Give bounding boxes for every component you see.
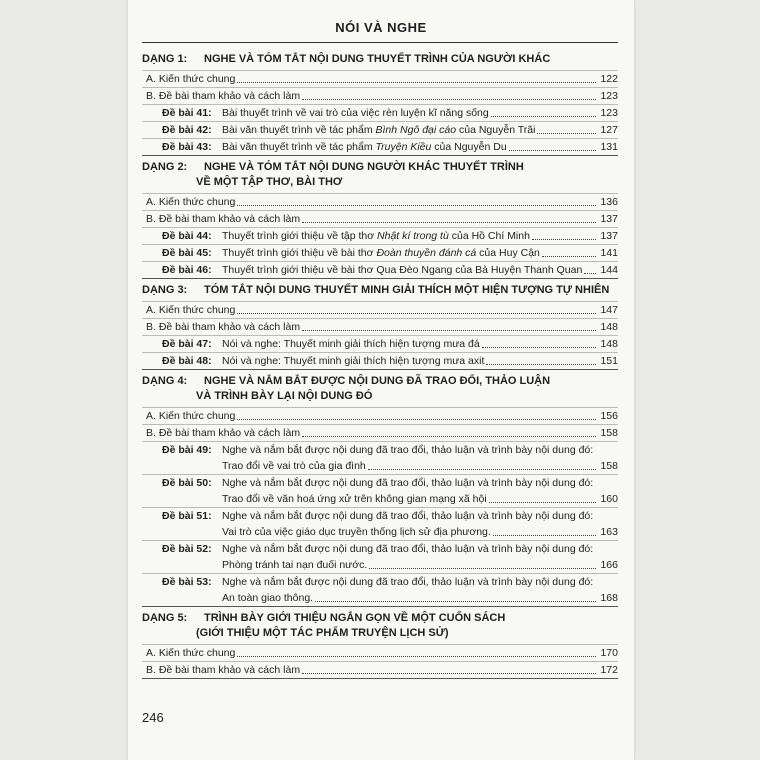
entry-tag: Đề bài 48: (162, 355, 212, 367)
dot-leader (302, 222, 596, 223)
dot-leader (237, 313, 596, 314)
entry-text-part: Thuyết trình giới thiệu về bài thơ Qua Đèo Ngang của Bà Huyện Thanh Quan (222, 264, 583, 276)
entry-text (222, 228, 530, 244)
entry-text-part: Nói và nghe: Thuyết minh giải thích hiện tượng mưa đá (222, 338, 480, 350)
dot-leader (302, 673, 596, 674)
entry-text-part: Nghe và nắm bắt được nội dung đã trao đổi, thảo luận và trình bày nội dung đó: (222, 576, 594, 588)
entry-text (146, 662, 300, 678)
toc-entry[interactable] (142, 245, 618, 261)
entry-page-number: 123 (600, 90, 618, 102)
entry-page-number: 166 (600, 559, 618, 571)
toc-section (142, 156, 618, 279)
entry-text-part: Bài thuyết trình về vai trò của việc rèn luyện kĩ năng sống (222, 107, 489, 119)
entry-text (146, 408, 235, 424)
entry-work-title: Nhật kí trong tù (377, 230, 449, 242)
section-heading (142, 48, 618, 70)
toc-entry[interactable] (142, 475, 618, 491)
entry-text (222, 262, 582, 278)
entry-page-number: 137 (600, 230, 618, 242)
entry-text (222, 245, 540, 261)
page-title: NÓI VÀ NGHE (335, 20, 427, 35)
entry-text (222, 336, 480, 352)
entry-text-part: của Huy Cận (476, 247, 540, 259)
entry-page-number: 151 (600, 355, 618, 367)
entry-page-number: 168 (600, 592, 618, 604)
entry-text (146, 71, 235, 87)
entry-tag: Đề bài 49: (162, 444, 212, 456)
entry-text (146, 88, 300, 104)
entry-tag: Đề bài 53: (162, 576, 212, 588)
toc-entry-continuation[interactable] (142, 557, 618, 573)
dot-leader (493, 535, 596, 536)
toc-entry[interactable] (142, 541, 618, 557)
title-divider (142, 42, 618, 43)
entry-text (222, 139, 507, 155)
entry-page-number: 163 (600, 526, 618, 538)
toc-entry[interactable] (142, 319, 618, 335)
entry-text (222, 442, 593, 458)
entry-page-number: 156 (600, 410, 618, 422)
section-heading-text: NGHE VÀ TÓM TẮT NỘI DUNG THUYẾT TRÌNH CỦA NGƯỜI KHÁC (204, 53, 551, 65)
toc-entry[interactable] (142, 425, 618, 441)
entry-text-part: của Hồ Chí Minh (448, 230, 530, 242)
dot-leader (237, 82, 596, 83)
section-heading-text: VỀ MỘT TẬP THƠ, BÀI THƠ (196, 176, 343, 188)
dot-leader (482, 347, 596, 348)
entry-text (146, 645, 235, 661)
entry-text-part: B. Đề bài tham khảo và cách làm (146, 90, 301, 102)
toc-entry[interactable] (142, 122, 618, 138)
entry-text (222, 353, 484, 369)
toc-section (142, 370, 618, 607)
entry-page-number: 123 (600, 107, 618, 119)
toc-entry[interactable] (142, 262, 618, 278)
dot-leader (315, 601, 596, 602)
entry-text (222, 574, 593, 590)
toc-entry[interactable] (142, 105, 618, 121)
entry-tag: Đề bài 45: (162, 247, 212, 259)
toc-entry[interactable] (142, 71, 618, 87)
entry-text-part: B. Đề bài tham khảo và cách làm (146, 427, 301, 439)
entry-text-part: Nói và nghe: Thuyết minh giải thích hiện tượng mưa axit (222, 355, 485, 367)
entry-text-part: B. Đề bài tham khảo và cách làm (146, 213, 301, 225)
entry-tag: Đề bài 42: (162, 124, 212, 136)
entry-work-title: Truyện Kiều (375, 141, 432, 153)
entry-page-number: 160 (600, 493, 618, 505)
entry-tag: Đề bài 50: (162, 477, 212, 489)
entry-text-part: A. Kiến thức chung (146, 73, 236, 85)
toc-entry[interactable] (142, 88, 618, 104)
dot-leader (486, 364, 596, 365)
dot-leader (532, 239, 596, 240)
entry-text (146, 194, 235, 210)
table-of-contents (142, 48, 618, 679)
toc-section (142, 48, 618, 156)
entry-tag: Đề bài 47: (162, 338, 212, 350)
entry-text (146, 211, 300, 227)
dot-leader (237, 205, 596, 206)
toc-entry[interactable] (142, 194, 618, 210)
entry-text (222, 105, 489, 121)
section-heading (142, 279, 618, 301)
entry-text-part: của Nguyễn Trãi (456, 124, 536, 136)
entry-page-number: 158 (600, 460, 618, 472)
toc-entry-continuation[interactable] (142, 491, 618, 507)
section-heading-text: TRÌNH BÀY GIỚI THIỆU NGẮN GỌN VỀ MỘT CUỐN SÁCH (204, 612, 506, 624)
entry-text-part: A. Kiến thức chung (146, 196, 236, 208)
page-number: 246 (142, 710, 164, 725)
toc-entry[interactable] (142, 442, 618, 458)
toc-entry-continuation[interactable] (142, 590, 618, 606)
dot-leader (237, 656, 596, 657)
entry-page-number: 172 (600, 664, 618, 676)
entry-text-part: Thuyết trình giới thiệu về tập thơ (222, 230, 378, 242)
entry-text: Trao đổi về vai trò của gia đình (222, 460, 366, 472)
dot-leader (489, 502, 596, 503)
toc-section (142, 607, 618, 679)
dot-leader (302, 436, 596, 437)
section-heading (142, 370, 618, 407)
entry-page-number: 136 (600, 196, 618, 208)
entry-text-part: A. Kiến thức chung (146, 304, 236, 316)
entry-text-part: Bài văn thuyết trình về tác phẩm (222, 124, 376, 136)
section-heading-text: TÓM TẮT NỘI DUNG THUYẾT MINH GIẢI THÍCH MỘT HIỆN TƯỢNG TỰ NHIÊN (204, 284, 610, 296)
entry-text-part: Nghe và nắm bắt được nội dung đã trao đổi, thảo luận và trình bày nội dung đó: (222, 477, 594, 489)
entry-page-number: 148 (600, 338, 618, 350)
dot-leader (302, 99, 596, 100)
book-page (128, 0, 634, 760)
dot-leader (584, 273, 596, 274)
entry-text-part: Bài văn thuyết trình về tác phẩm (222, 141, 376, 153)
entry-text-part: Nghe và nắm bắt được nội dung đã trao đổi, thảo luận và trình bày nội dung đó: (222, 543, 594, 555)
entry-text (146, 302, 235, 318)
dot-leader (368, 469, 596, 470)
section-label: DẠNG 2: (142, 161, 188, 173)
entry-text-part: Nghe và nắm bắt được nội dung đã trao đổi, thảo luận và trình bày nội dung đó: (222, 444, 594, 456)
entry-text (222, 508, 593, 524)
section-label: DẠNG 4: (142, 375, 188, 387)
entry-text-part: của Nguyễn Du (431, 141, 507, 153)
section-label: DẠNG 1: (142, 53, 188, 65)
entry-page-number: 141 (600, 247, 618, 259)
toc-entry[interactable] (142, 302, 618, 318)
entry-tag: Đề bài 41: (162, 107, 212, 119)
entry-text (222, 122, 535, 138)
section-label: DẠNG 3: (142, 284, 188, 296)
entry-text: Phòng tránh tai nạn đuối nước. (222, 559, 368, 571)
entry-text (222, 475, 593, 491)
entry-work-title: Bình Ngô đại cáo (375, 124, 457, 136)
entry-page-number: 158 (600, 427, 618, 439)
dot-leader (537, 133, 596, 134)
dot-leader (369, 568, 596, 569)
dot-leader (237, 419, 596, 420)
entry-text (146, 425, 300, 441)
entry-page-number: 127 (600, 124, 618, 136)
toc-entry[interactable] (142, 508, 618, 524)
entry-tag: Đề bài 52: (162, 543, 212, 555)
section-heading (142, 607, 618, 644)
section-label: DẠNG 5: (142, 612, 188, 624)
entry-tag: Đề bài 44: (162, 230, 212, 242)
section-heading (142, 156, 618, 193)
section-heading-text: VÀ TRÌNH BÀY LẠI NỘI DUNG ĐÓ (196, 390, 373, 402)
toc-entry[interactable] (142, 662, 618, 678)
toc-entry[interactable] (142, 336, 618, 352)
dot-leader (542, 256, 596, 257)
entry-page-number: 170 (600, 647, 618, 659)
entry-work-title: Đoàn thuyền đánh cá (376, 247, 477, 259)
entry-text: Trao đổi về văn hoá ứng xử trên không gian mạng xã hội (222, 493, 487, 505)
entry-page-number: 144 (600, 264, 618, 276)
section-heading-text: NGHE VÀ TÓM TẮT NỘI DUNG NGƯỜI KHÁC THUYẾT TRÌNH (204, 161, 524, 173)
entry-text-part: Nghe và nắm bắt được nội dung đã trao đổi, thảo luận và trình bày nội dung đó: (222, 510, 594, 522)
entry-text-part: A. Kiến thức chung (146, 647, 236, 659)
entry-page-number: 131 (600, 141, 618, 153)
toc-entry[interactable] (142, 353, 618, 369)
toc-entry[interactable] (142, 574, 618, 590)
entry-text (146, 319, 300, 335)
entry-tag: Đề bài 51: (162, 510, 212, 522)
toc-entry-continuation[interactable] (142, 524, 618, 540)
entry-page-number: 137 (600, 213, 618, 225)
toc-entry[interactable] (142, 228, 618, 244)
entry-text-part: B. Đề bài tham khảo và cách làm (146, 321, 301, 333)
toc-entry-continuation[interactable] (142, 458, 618, 474)
toc-section (142, 279, 618, 370)
toc-entry[interactable] (142, 139, 618, 155)
section-heading-text: (GIỚI THIỆU MỘT TÁC PHẨM TRUYỆN LỊCH SỬ) (196, 627, 449, 639)
toc-entry[interactable] (142, 408, 618, 424)
entry-text: Vai trò của việc giáo dục truyền thống lịch sử địa phương. (222, 526, 491, 538)
toc-entry[interactable] (142, 645, 618, 661)
dot-leader (302, 330, 596, 331)
section-heading-text: NGHE VÀ NẮM BẮT ĐƯỢC NỘI DUNG ĐÃ TRAO ĐỔI, THẢO LUẬN (204, 375, 551, 387)
entry-page-number: 148 (600, 321, 618, 333)
entry-page-number: 122 (600, 73, 618, 85)
entry-tag: Đề bài 46: (162, 264, 212, 276)
dot-leader (509, 150, 596, 151)
entry-tag: Đề bài 43: (162, 141, 212, 153)
entry-page-number: 147 (600, 304, 618, 316)
dot-leader (491, 116, 596, 117)
entry-text-part: Thuyết trình giới thiệu về bài thơ (222, 247, 377, 259)
entry-text (222, 541, 593, 557)
entry-text-part: A. Kiến thức chung (146, 410, 236, 422)
toc-entry[interactable] (142, 211, 618, 227)
entry-text-part: B. Đề bài tham khảo và cách làm (146, 664, 301, 676)
entry-text: An toàn giao thông. (222, 592, 314, 604)
